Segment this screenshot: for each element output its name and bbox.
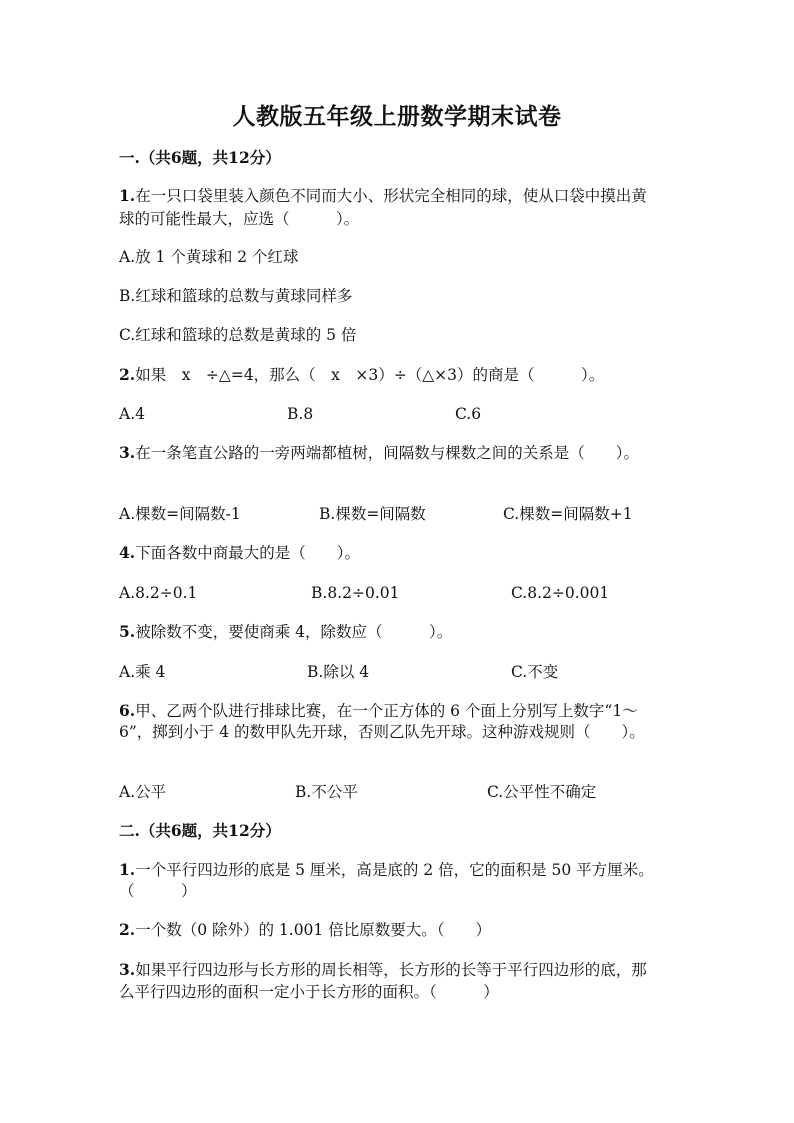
question-6-line-2: 6”，掷到小于 4 的数甲队先开球，否则乙队先开球。这种游戏规则（ ）。 bbox=[119, 723, 645, 741]
question-3-option-c: C.棵数=间隔数+1 bbox=[503, 505, 633, 523]
question-4-option-a: A.8.2÷0.1 bbox=[119, 584, 198, 602]
question-1-line-2: 球的可能性最大，应选（ ）。 bbox=[119, 210, 360, 228]
question-1-option-b: B.红球和篮球的总数与黄球同样多 bbox=[119, 287, 353, 305]
question-5-option-b: B.除以 4 bbox=[307, 663, 370, 681]
question-5-option-c: C.不变 bbox=[511, 663, 559, 681]
question-1-line-1 bbox=[119, 186, 647, 206]
question-number: 3. bbox=[119, 960, 136, 979]
judgment-3-line-2: 么平行四边形的面积一定小于长方形的面积。（ ） bbox=[119, 983, 499, 1001]
question-3-line-1 bbox=[119, 443, 639, 463]
question-text: 在一只口袋里装入颜色不同而大小、形状完全相同的球，使从口袋中摸出黄 bbox=[135, 187, 647, 205]
judgment-3-line-1 bbox=[119, 960, 647, 980]
question-6-line-1 bbox=[119, 701, 638, 721]
exam-title: 人教版五年级上册数学期末试卷 bbox=[232, 103, 562, 130]
question-5-line-1 bbox=[119, 622, 452, 642]
question-number: 2. bbox=[119, 365, 136, 384]
question-1-option-a: A.放 1 个黄球和 2 个红球 bbox=[119, 248, 299, 266]
question-text: 如果平行四边形与长方形的周长相等，长方形的长等于平行四边形的底，那 bbox=[135, 961, 647, 979]
question-text: 被除数不变，要使商乘 4，除数应（ ）。 bbox=[135, 623, 453, 641]
question-number: 5. bbox=[119, 622, 136, 641]
question-3-option-a: A.棵数=间隔数-1 bbox=[119, 505, 241, 523]
question-3-option-b: B.棵数=间隔数 bbox=[319, 505, 426, 523]
section-1-heading: 一.（共6题，共12分） bbox=[119, 148, 281, 167]
question-number: 1. bbox=[119, 186, 136, 205]
question-2-option-a: A.4 bbox=[119, 405, 145, 423]
question-number: 1. bbox=[119, 860, 136, 879]
question-text: 在一条笔直公路的一旁两端都植树，间隔数与棵数之间的关系是（ ）。 bbox=[135, 444, 639, 462]
question-6-option-c: C.公平性不确定 bbox=[487, 783, 597, 801]
question-4-line-1 bbox=[119, 543, 360, 563]
judgment-1-line-2: （ ） bbox=[119, 882, 197, 900]
question-number: 6. bbox=[119, 701, 136, 720]
question-number: 2. bbox=[119, 920, 136, 939]
question-6-option-a: A.公平 bbox=[119, 783, 167, 801]
question-2-line-1 bbox=[119, 365, 604, 385]
question-5-option-a: A.乘 4 bbox=[119, 663, 166, 681]
section-2-heading: 二.（共6题，共12分） bbox=[119, 821, 281, 840]
question-text: 下面各数中商最大的是（ ）。 bbox=[135, 544, 360, 562]
question-4-option-b: B.8.2÷0.01 bbox=[311, 584, 400, 602]
question-4-option-c: C.8.2÷0.001 bbox=[511, 584, 610, 602]
question-text: 一个数（0 除外）的 1.001 倍比原数要大。（ ） bbox=[135, 921, 491, 939]
question-text: 甲、乙两个队进行排球比赛，在一个正方体的 6 个面上分别写上数字“1～ bbox=[135, 702, 638, 720]
judgment-1-line-1 bbox=[119, 860, 654, 880]
question-2-option-b: B.8 bbox=[287, 405, 314, 423]
question-text: 一个平行四边形的底是 5 厘米，高是底的 2 倍，它的面积是 50 平方厘米。 bbox=[135, 861, 654, 879]
question-number: 3. bbox=[119, 443, 136, 462]
question-number: 4. bbox=[119, 543, 136, 562]
question-6-option-b: B.不公平 bbox=[295, 783, 358, 801]
question-2-option-c: C.6 bbox=[455, 405, 482, 423]
question-1-option-c: C.红球和篮球的总数是黄球的 5 倍 bbox=[119, 326, 357, 344]
judgment-2-line-1 bbox=[119, 920, 491, 940]
question-text: 如果 x ÷△=4，那么（ x ×3）÷（△×3）的商是（ ）。 bbox=[135, 366, 605, 384]
